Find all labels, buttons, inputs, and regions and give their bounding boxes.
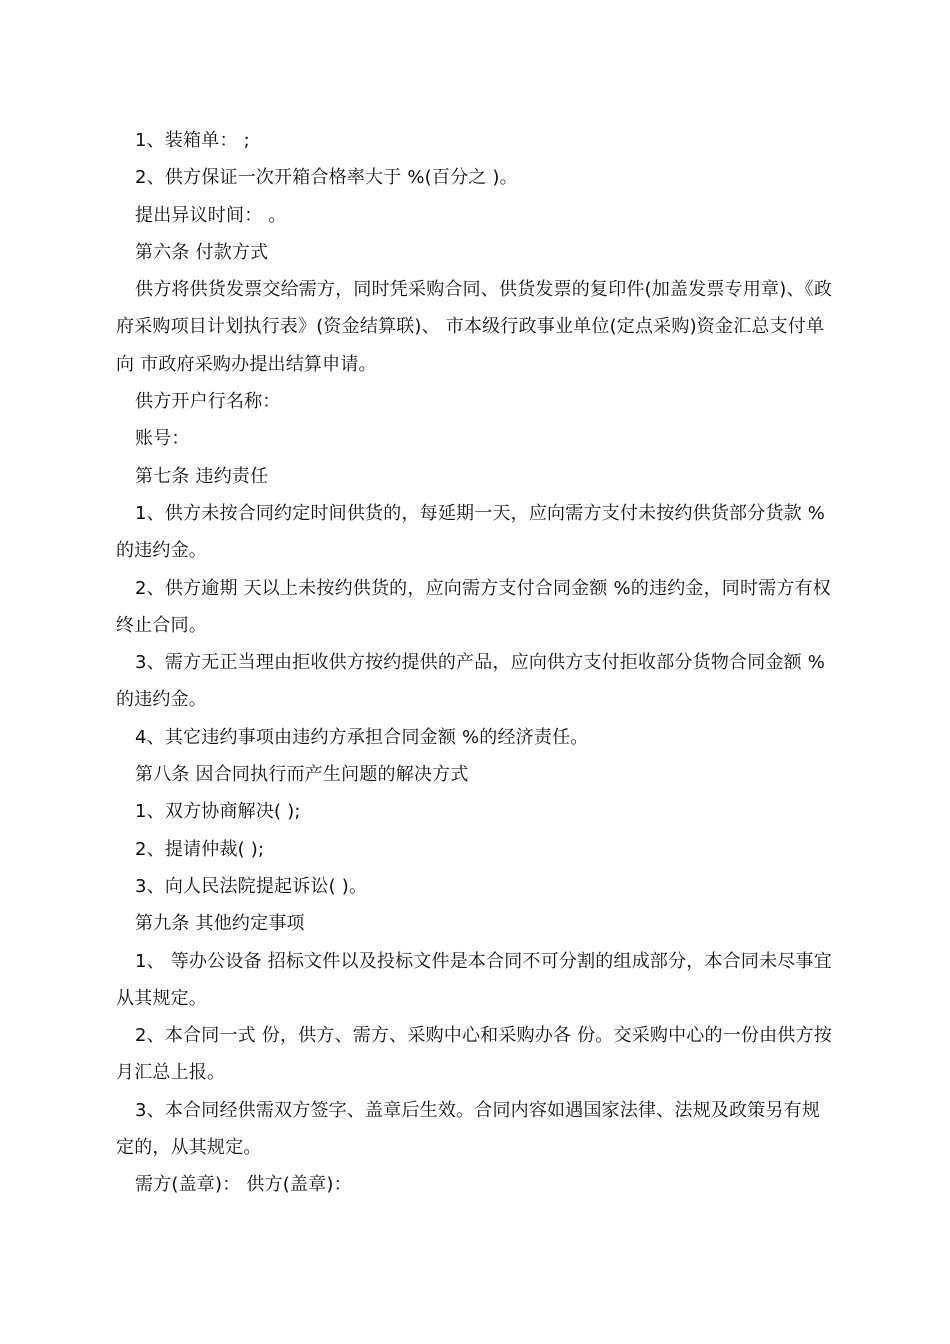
clause-tender-documents: 1、 等办公设备 招标文件以及投标文件是本合同不可分割的组成部分，本合同未尽事宜从其规定。 — [116, 950, 832, 1009]
document-body — [116, 122, 838, 1204]
clause-arbitration: 2、提请仲裁( ); — [135, 838, 265, 860]
clause-late-delivery: 1、供方未按合同约定时间供货的，每延期一天，应向需方支付未按约供货部分货款 %的违约金。 — [116, 502, 826, 562]
clause-negotiation: 1、双方协商解决( ); — [135, 801, 301, 823]
clause-litigation: 3、向人民法院提起诉讼( )。 — [135, 875, 368, 897]
article-9-heading: 第九条 其他约定事项 — [135, 913, 305, 935]
article-6-heading: 第六条 付款方式 — [135, 241, 269, 263]
clause-packing-list: 1、装箱单： ; — [135, 130, 250, 151]
signature-line: 需方(盖章)： 供方(盖章)： — [135, 1174, 352, 1196]
clause-payment-procedure: 供方将供货发票交给需方，同时凭采购合同、供货发票的复印件(加盖发票专用章)、《政府采购项目计划执行表》(资金结算联)、 市本级行政事业单位(定点采购)资金汇总支付单向 市政府采购办提出结算申请。 — [116, 279, 833, 375]
clause-other-breach: 4、其它违约事项由违约方承担合同金额 %的经济责任。 — [135, 726, 589, 748]
clause-account-number: 账号： — [135, 428, 190, 450]
clause-copies: 2、本合同一式 份，供方、需方、采购中心和采购办各 份。交采购中心的一份由供方按月汇总上报。 — [116, 1025, 832, 1084]
clause-bank-name: 供方开户行名称： — [135, 391, 281, 413]
clause-unjustified-rejection: 3、需方无正当理由拒收供方按约提供的产品，应向供方支付拒收部分货物合同金额 %的违约金。 — [116, 652, 826, 711]
clause-pass-rate: 2、供方保证一次开箱合格率大于 %(百分之 )。 — [135, 167, 518, 189]
clause-overdue-termination: 2、供方逾期 天以上未按约供货的，应向需方支付合同金额 %的违约金，同时需方有权终止合同。 — [116, 577, 831, 636]
article-8-heading: 第八条 因合同执行而产生问题的解决方式 — [135, 764, 469, 786]
clause-effectiveness: 3、本合同经供需双方签字、盖章后生效。合同内容如遇国家法律、法规及政策另有规定的，从其规定。 — [116, 1099, 821, 1159]
article-7-heading: 第七条 违约责任 — [135, 465, 269, 487]
clause-objection-time: 提出异议时间： 。 — [135, 204, 287, 226]
